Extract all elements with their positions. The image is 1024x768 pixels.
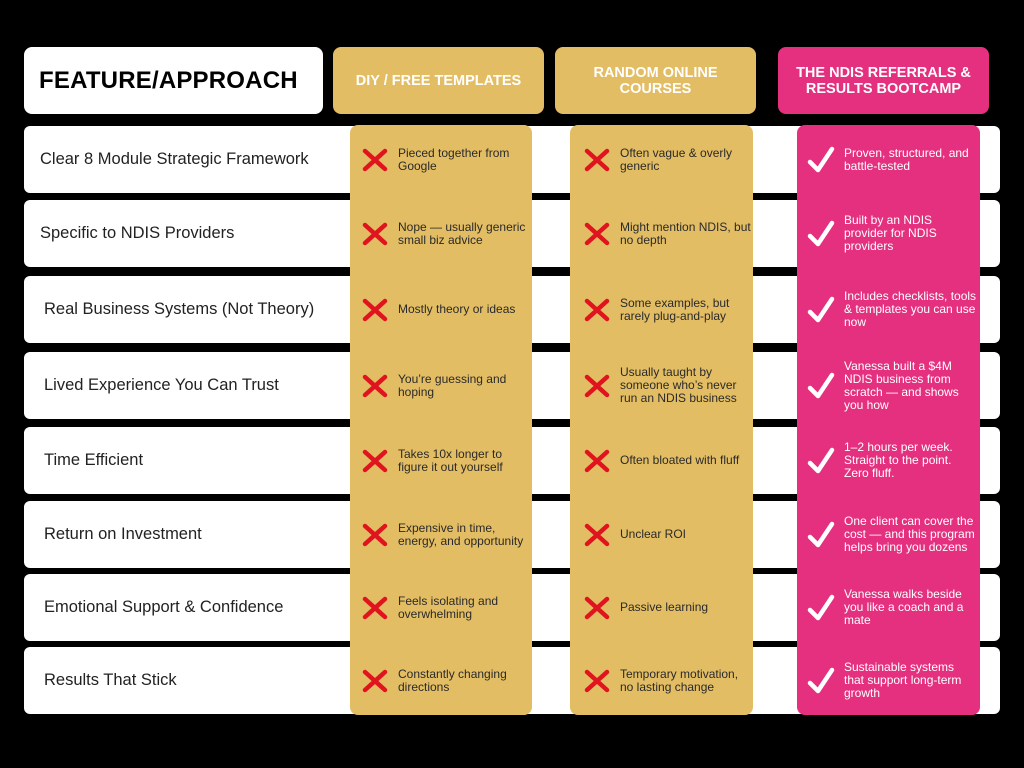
- row-feature-label: Results That Stick: [44, 671, 177, 689]
- row-feature-label: Real Business Systems (Not Theory): [44, 300, 315, 318]
- bootcamp-cell-text: Vanessa walks beside you like a coach and a mate: [844, 587, 964, 627]
- x-icon: [360, 148, 390, 172]
- row-feature-label: Specific to NDIS Providers: [40, 224, 235, 242]
- bootcamp-header: THE NDIS REFERRALS & RESULTS BOOTCAMP: [778, 47, 989, 114]
- bootcamp-cell-text: Sustainable systems that support long-term growth: [844, 660, 962, 700]
- check-icon: [805, 521, 837, 549]
- random-cell-text: Temporary motivation, no lasting change: [620, 666, 739, 694]
- x-icon: [360, 596, 390, 620]
- row-feature-label: Clear 8 Module Strategic Framework: [40, 150, 309, 168]
- x-icon: [582, 669, 612, 693]
- bootcamp-cell-text: Vanessa built a $4M NDIS business from scratch — and shows you how: [844, 358, 959, 412]
- random-cell: [582, 574, 752, 641]
- diy-free-templates-header: DIY / FREE TEMPLATES: [333, 47, 544, 114]
- random-cell: [582, 647, 752, 714]
- x-icon: [360, 298, 390, 322]
- diy-cell: [360, 352, 528, 419]
- check-icon: [805, 296, 837, 324]
- diy-cell-text: Pieced together from Google: [398, 145, 510, 173]
- bootcamp-cell: [805, 126, 977, 193]
- random-cell: [582, 352, 752, 419]
- diy-cell-text: Nope — usually generic small biz advice: [398, 219, 526, 247]
- x-icon: [360, 374, 390, 398]
- x-icon: [360, 669, 390, 693]
- check-icon: [805, 220, 837, 248]
- bootcamp-cell: [805, 276, 977, 343]
- x-icon: [582, 298, 612, 322]
- bootcamp-cell: [805, 647, 977, 714]
- random-cell: [582, 501, 752, 568]
- x-icon: [582, 523, 612, 547]
- x-icon: [582, 148, 612, 172]
- x-icon: [360, 449, 390, 473]
- bootcamp-cell: [805, 427, 977, 494]
- random-cell: [582, 427, 752, 494]
- bootcamp-cell-text: Includes checklists, tools & templates you can use now: [844, 289, 977, 329]
- random-cell-text: Often bloated with fluff: [620, 453, 740, 467]
- check-icon: [805, 146, 837, 174]
- bootcamp-cell-text: 1–2 hours per week. Straight to the point. Zero fluff.: [844, 440, 953, 480]
- x-icon: [360, 523, 390, 547]
- x-icon: [582, 449, 612, 473]
- diy-cell: [360, 126, 528, 193]
- bootcamp-cell-text: Proven, structured, and battle-tested: [844, 145, 969, 173]
- x-icon: [582, 222, 612, 246]
- random-cell-text: Might mention NDIS, but no depth: [620, 219, 751, 247]
- diy-cell: [360, 647, 528, 714]
- diy-cell-text: Constantly changing directions: [398, 666, 507, 694]
- diy-cell-text: You’re guessing and hoping: [398, 371, 507, 399]
- bootcamp-cell-text: Built by an NDIS provider for NDIS providers: [844, 213, 937, 253]
- diy-cell: [360, 574, 528, 641]
- row-feature-label: Emotional Support & Confidence: [44, 598, 284, 616]
- diy-cell-text: Mostly theory or ideas: [398, 302, 516, 316]
- x-icon: [582, 374, 612, 398]
- row-feature-label: Lived Experience You Can Trust: [44, 376, 279, 394]
- x-icon: [582, 596, 612, 620]
- row-feature-label: Return on Investment: [44, 525, 202, 543]
- random-online-courses-header: RANDOM ONLINE COURSES: [555, 47, 756, 114]
- random-cell-text: Often vague & overly generic: [620, 145, 733, 173]
- check-icon: [805, 594, 837, 622]
- diy-cell-text: Expensive in time, energy, and opportunity: [398, 520, 524, 548]
- bootcamp-cell-text: One client can cover the cost — and this program helps bring you dozens: [844, 514, 975, 554]
- random-cell-text: Passive learning: [620, 600, 709, 614]
- random-cell-text: Unclear ROI: [620, 527, 687, 541]
- random-cell: [582, 276, 752, 343]
- random-cell: [582, 200, 752, 267]
- x-icon: [360, 222, 390, 246]
- feature-approach-header: FEATURE/APPROACH: [24, 47, 323, 114]
- diy-cell: [360, 200, 528, 267]
- diy-cell: [360, 427, 528, 494]
- check-icon: [805, 447, 837, 475]
- check-icon: [805, 667, 837, 695]
- random-cell: [582, 126, 752, 193]
- diy-cell-text: Feels isolating and overwhelming: [398, 593, 499, 621]
- bootcamp-cell: [805, 352, 977, 419]
- random-cell-text: Usually taught by someone who’s never run an NDIS business: [620, 365, 737, 405]
- bootcamp-cell: [805, 574, 977, 641]
- diy-cell-text: Takes 10x longer to figure it out yourself: [398, 446, 503, 474]
- row-feature-label: Time Efficient: [44, 451, 144, 469]
- diy-cell: [360, 276, 528, 343]
- random-cell-text: Some examples, but rarely plug-and-play: [620, 295, 730, 323]
- check-icon: [805, 372, 837, 400]
- bootcamp-cell: [805, 200, 977, 267]
- diy-cell: [360, 501, 528, 568]
- bootcamp-cell: [805, 501, 977, 568]
